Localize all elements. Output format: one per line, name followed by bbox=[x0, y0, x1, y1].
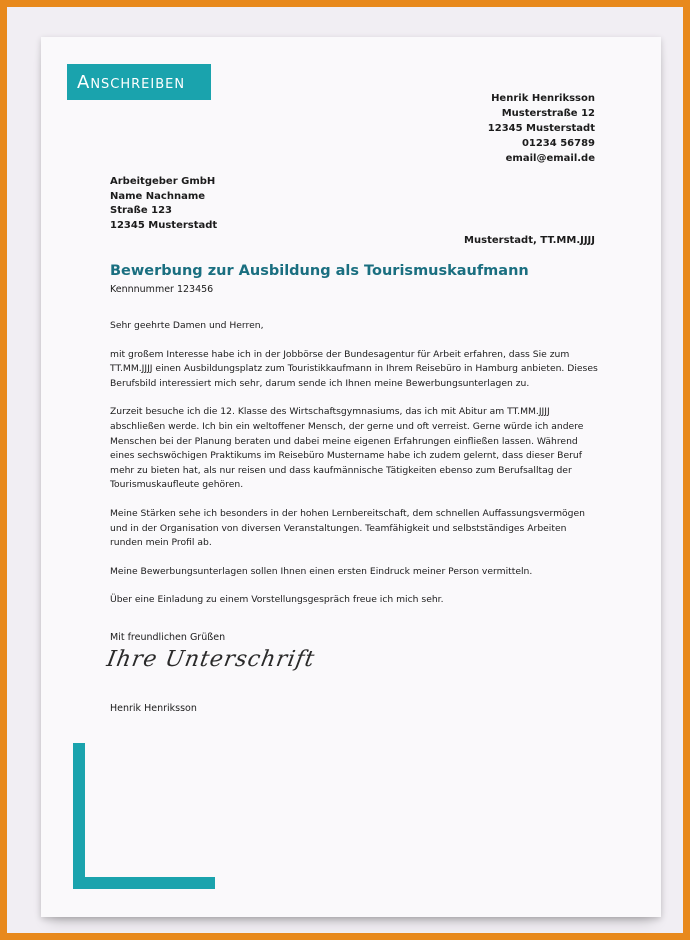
paragraph: Über eine Einladung zu einem Vorstellungsgespräch freue ich mich sehr. bbox=[110, 594, 444, 606]
sender-street: Musterstraße 12 bbox=[501, 108, 595, 119]
letter-subject: Bewerbung zur Ausbildung als Tourismuskaufmann bbox=[110, 263, 529, 279]
page-frame bbox=[7, 7, 683, 933]
salutation: Sehr geehrte Damen und Herren, bbox=[110, 320, 264, 331]
paragraph: Zurzeit besuche ich die 12. Klasse des Wirtschaftsgymnasiums, das ich mit Abitur am TT.MM.JJJJ abschließen werde. Ich bin ein weltoffener Mensch, der gerne und oft verreist. Gerne würde ich andere Menschen bei der Planung beraten und dabei meine eigenen Erfahrungen einfließen lassen. Während eines sechswöchigen Praktikums im Reisebüro Mustername habe ich zudem gelernt, dass dieser Beruf mehr zu bieten hat, als nur reisen und dass kaufmännische Tätigkeiten ebenso zum Berufsalltag der Tourismuskaufleute gehören. bbox=[110, 406, 584, 491]
sender-name: Henrik Henriksson bbox=[491, 93, 595, 104]
sender-email: email@email.de bbox=[505, 153, 595, 164]
recipient-street: Straße 123 bbox=[110, 205, 172, 216]
paragraph: mit großem Interesse habe ich in der Jobbörse der Bundesagentur für Arbeit erfahren, dass Sie zum TT.MM.JJJJ einen Ausbildungsplatz zum Touristikkaufmann in Ihrem Reisebüro in Hamburg anbieten. Dieses Berufsbild interessiert mich sehr, darum sende ich Ihnen meine Bewerbungsunterlagen zu. bbox=[110, 348, 598, 389]
sender-phone: 01234 56789 bbox=[521, 138, 595, 149]
handwritten-signature: Ihre Unterschrift bbox=[104, 647, 318, 672]
letter-paper bbox=[41, 37, 661, 917]
recipient-company: Arbeitgeber GmbH bbox=[110, 176, 216, 187]
signer-name: Henrik Henriksson bbox=[110, 703, 197, 714]
sender-address bbox=[488, 91, 595, 166]
recipient-name: Name Nachname bbox=[110, 190, 206, 202]
letter-date: Musterstadt, TT.MM.JJJJ bbox=[464, 235, 595, 246]
recipient-city: 12345 Musterstadt bbox=[110, 219, 218, 231]
closing-greeting: Mit freundlichen Grüßen bbox=[110, 632, 226, 643]
reference-number: Kennnummer 123456 bbox=[110, 284, 214, 295]
paragraph: Meine Bewerbungsunterlagen sollen Ihnen einen ersten Eindruck meiner Person vermitteln. bbox=[110, 565, 533, 577]
document-title: Anschreiben bbox=[67, 64, 211, 100]
paragraph: Meine Stärken sehe ich besonders in der hohen Lernbereitschaft, dem schnellen Auffassungsvermögen und in der Organisation von diversen Veranstaltungen. Teamfähigkeit und selbstständiges Arbeiten runden mein Profil ab. bbox=[110, 507, 585, 549]
letter-body bbox=[110, 319, 600, 622]
corner-decoration-horizontal bbox=[73, 877, 215, 889]
recipient-address bbox=[110, 175, 217, 233]
sender-city: 12345 Musterstadt bbox=[487, 123, 595, 134]
corner-decoration-vertical bbox=[73, 743, 85, 889]
